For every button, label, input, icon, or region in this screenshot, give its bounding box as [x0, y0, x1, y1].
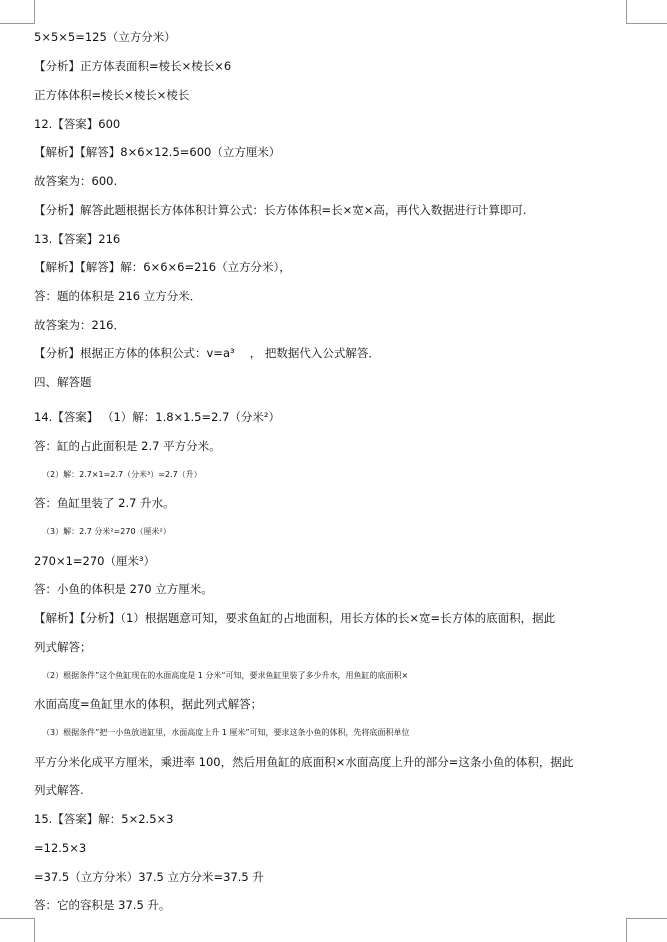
text-line: 水面高度=鱼缸里水的体积，据此列式解答； [34, 697, 263, 711]
text-line: 答：题的体积是 216 立方分米． [34, 289, 202, 303]
crop-mark-bottom-left [0, 918, 35, 942]
text-line: （3）解：2.7 分米²=270（厘米²） [42, 527, 171, 536]
text-line: 列式解答. [34, 783, 84, 797]
crop-mark-top-left [0, 0, 35, 24]
text-line: 故答案为：216． [34, 318, 125, 332]
text-line: （2）解：2.7×1=2.7（分米³）=2.7（升） [42, 470, 202, 479]
text-line: （3）根据条件”把一小鱼放进缸里，水面高度上升 1 厘米”可知，要求这条小鱼的体积，先将底面积单位 [42, 728, 410, 737]
crop-mark-bottom-right [626, 918, 667, 942]
text-line: 【分析】正方体表面积=棱长×棱长×6 [34, 59, 232, 73]
text-line: 【分析】解答此题根据长方体体积计算公式：长方体体积=长×宽×高，再代入数据进行计算即可. [34, 203, 527, 217]
text-line: 答：它的容积是 37.5 升。 [34, 898, 171, 912]
text-line: 14.【答案】 （1）解：1.8×1.5=2.7（分米²） [34, 410, 281, 424]
text-line: 【解析】【解答】8×6×12.5=600（立方厘米） [34, 145, 281, 159]
text-line: 答：小鱼的体积是 270 立方厘米。 [34, 582, 213, 596]
text-line: 【解析】【分析】（1）根据题意可知，要求鱼缸的占地面积，用长方体的长×宽=长方体的底面积，据此 [34, 611, 556, 625]
text-line: 15.【答案】解：5×2.5×3 [34, 812, 174, 826]
text-line: =37.5（立方分米）37.5 立方分米=37.5 升 [34, 870, 264, 884]
section-heading: 四、解答题 [34, 375, 92, 389]
text-line: 12.【答案】600 [34, 117, 121, 131]
crop-mark-top-right [626, 0, 667, 24]
text-line: 正方体体积=棱长×棱长×棱长 [34, 88, 190, 102]
text-line: 平方分米化成平方厘米，乘进率 100，然后用鱼缸的底面积×水面高度上升的部分=这条小鱼的体积，据此 [34, 755, 574, 769]
text-line: （2）根据条件”这个鱼缸现在的水面高度是 1 分米“可知，要求鱼缸里装了多少升水，用鱼缸的底面积× [42, 671, 409, 680]
text-line: 5×5×5=125（立方分米） [34, 30, 176, 44]
text-line: 故答案为：600. [34, 174, 118, 188]
text-line: 答：鱼缸里装了 2.7 升水。 [34, 496, 175, 510]
text-line: 【解析】【解答】解：6×6×6=216（立方分米）， [34, 260, 291, 274]
text-line: 【分析】根据正方体的体积公式：v=a³ ， 把数据代入公式解答． [34, 346, 380, 360]
text-line: 270×1=270（厘米³） [34, 554, 156, 568]
text-line: 列式解答； [34, 640, 92, 654]
text-line: 13.【答案】216 [34, 232, 121, 246]
text-line: 答：缸的占此面积是 2.7 平方分米。 [34, 439, 221, 453]
text-line: =12.5×3 [34, 841, 87, 855]
